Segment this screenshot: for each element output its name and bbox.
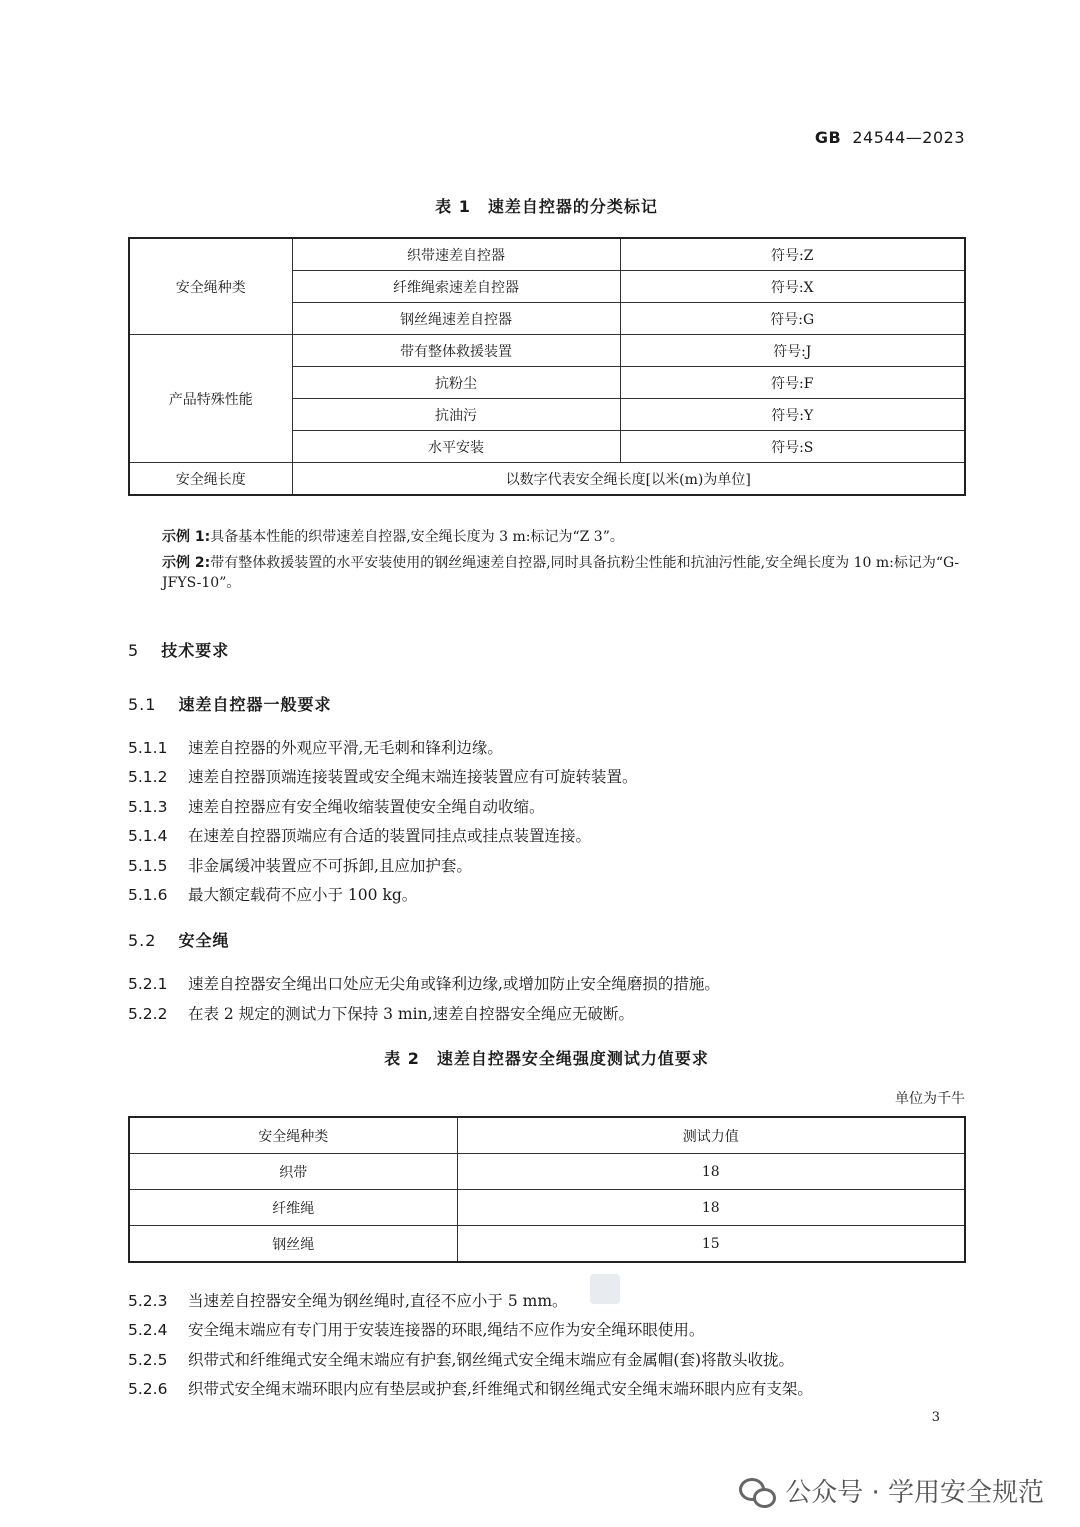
classification-table — [128, 237, 966, 496]
table-row — [129, 238, 965, 271]
table-cell: 织带速差自控器 — [292, 238, 620, 271]
clause: 5.1.5 非金属缓冲装置应不可拆卸,且应加护套。 — [128, 857, 472, 875]
clause: 5.1.1 速差自控器的外观应平滑,无毛刺和锋利边缘。 — [128, 739, 503, 757]
wechat-icon — [739, 1476, 775, 1506]
example-1: 示例 1:具备基本性能的织带速差自控器,安全绳长度为 3 m:标记为“Z 3”。 — [162, 529, 624, 545]
row-group-label: 安全绳长度 — [129, 463, 292, 496]
table-row — [129, 1226, 965, 1263]
table-cell: 符号:X — [620, 271, 965, 303]
table-cell: 符号:S — [620, 431, 965, 463]
table2-caption: 表 2 速差自控器安全绳强度测试力值要求 — [384, 1049, 709, 1068]
table-row — [129, 463, 965, 496]
table-header-row — [129, 1117, 965, 1154]
table-cell: 织带 — [129, 1154, 457, 1190]
table-cell: 带有整体救援装置 — [292, 335, 620, 367]
page-number: 3 — [931, 1410, 940, 1425]
table-cell: 18 — [457, 1190, 965, 1226]
clause: 5.2.4 安全绳末端应有专门用于安装连接器的环眼,绳结不应作为安全绳环眼使用。 — [128, 1321, 705, 1339]
watermark — [739, 1472, 1044, 1509]
watermark-text: 公众号 · 学用安全规范 — [785, 1478, 1044, 1508]
row-group-label: 安全绳种类 — [129, 238, 292, 335]
table-row — [129, 335, 965, 367]
table-cell: 以数字代表安全绳长度[以米(m)为单位] — [292, 463, 965, 496]
clause: 5.1.4 在速差自控器顶端应有合适的装置同挂点或挂点装置连接。 — [128, 827, 592, 845]
section-heading: 5.2 安全绳 — [128, 931, 230, 950]
section-heading: 5.1 速差自控器一般要求 — [128, 695, 332, 714]
strength-table — [128, 1116, 966, 1263]
table-row — [129, 1190, 965, 1226]
table-cell: 符号:G — [620, 303, 965, 335]
clause: 5.2.1 速差自控器安全绳出口处应无尖角或锋利边缘,或增加防止安全绳磨损的措施。 — [128, 975, 720, 993]
table-cell: 15 — [457, 1226, 965, 1263]
clause: 5.1.6 最大额定载荷不应小于 100 kg。 — [128, 886, 418, 904]
column-header: 测试力值 — [457, 1117, 965, 1154]
clause: 5.2.2 在表 2 规定的测试力下保持 3 min,速差自控器安全绳应无破断。 — [128, 1005, 634, 1023]
table-cell: 纤维绳 — [129, 1190, 457, 1226]
standard-number: GB 24544—2023 — [814, 128, 965, 147]
table-cell: 钢丝绳 — [129, 1226, 457, 1263]
column-header: 安全绳种类 — [129, 1117, 457, 1154]
scan-smudge — [590, 1274, 620, 1304]
table-cell: 符号:Y — [620, 399, 965, 431]
clause: 5.2.6 织带式安全绳末端环眼内应有垫层或护套,纤维绳式和钢丝绳式安全绳末端环眼内应有支架。 — [128, 1380, 813, 1398]
table-cell: 符号:Z — [620, 238, 965, 271]
table-cell: 水平安装 — [292, 431, 620, 463]
unit-note: 单位为千牛 — [895, 1091, 965, 1107]
table-cell: 纤维绳索速差自控器 — [292, 271, 620, 303]
table-cell: 钢丝绳速差自控器 — [292, 303, 620, 335]
table1-caption: 表 1 速差自控器的分类标记 — [435, 197, 658, 216]
section-heading: 5 技术要求 — [128, 641, 230, 660]
clause: 5.1.3 速差自控器应有安全绳收缩装置使安全绳自动收缩。 — [128, 798, 545, 816]
row-group-label: 产品特殊性能 — [129, 335, 292, 463]
table-cell: 抗粉尘 — [292, 367, 620, 399]
table-cell: 符号:F — [620, 367, 965, 399]
table-cell: 抗油污 — [292, 399, 620, 431]
table-row — [129, 1154, 965, 1190]
clause: 5.1.2 速差自控器顶端连接装置或安全绳末端连接装置应有可旋转装置。 — [128, 768, 638, 786]
clause: 5.2.3 当速差自控器安全绳为钢丝绳时,直径不应小于 5 mm。 — [128, 1292, 568, 1310]
table-cell: 18 — [457, 1154, 965, 1190]
example-2: 示例 2:带有整体救援装置的水平安装使用的钢丝绳速差自控器,同时具备抗粉尘性能和抗油污性能,安全绳长度为 10 m:标记为“G-JFYS-10”。 — [162, 555, 960, 591]
table-cell: 符号:J — [620, 335, 965, 367]
clause: 5.2.5 织带式和纤维绳式安全绳末端应有护套,钢丝绳式安全绳末端应有金属帽(套)将散头收拢。 — [128, 1351, 795, 1369]
